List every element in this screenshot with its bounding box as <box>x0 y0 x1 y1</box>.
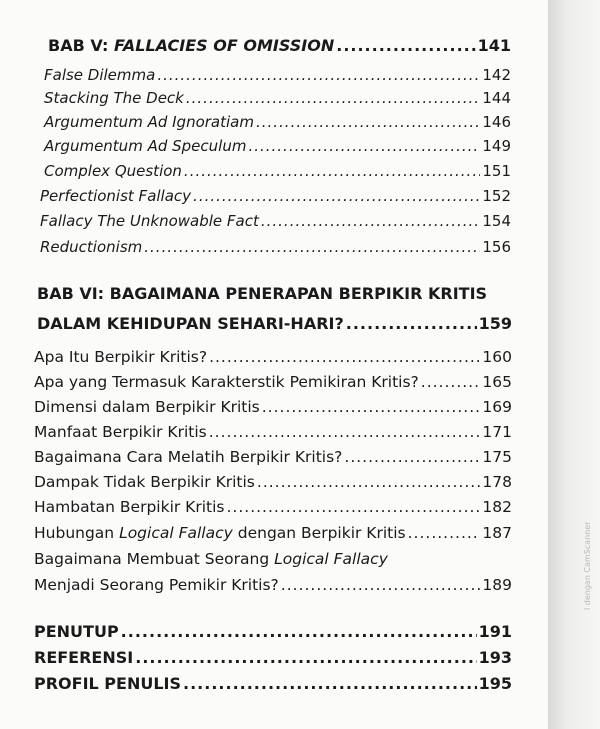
page-number: 187 <box>482 524 512 542</box>
dot-leader <box>193 187 480 205</box>
entry-label: Fallacy The Unknowable Fact <box>40 212 259 230</box>
toc-entry-chapter-5[interactable] <box>48 36 511 55</box>
scanner-watermark: l dengan CamScanner <box>583 521 592 610</box>
page-number: 152 <box>482 187 511 205</box>
entry-label: PROFIL PENULIS <box>34 674 182 693</box>
dot-leader <box>261 212 481 230</box>
dot-leader <box>183 674 477 693</box>
page-number: 149 <box>482 137 511 155</box>
toc-entry[interactable] <box>44 89 511 107</box>
page-number: 175 <box>482 448 512 466</box>
entry-label: False Dilemma <box>44 66 156 84</box>
entry-label: Complex Question <box>44 162 182 180</box>
chapter-6-title-line-1: BAB VI: BAGAIMANA PENERAPAN BERPIKIR KRITIS <box>37 284 488 303</box>
toc-entry[interactable] <box>34 423 512 441</box>
dot-leader <box>336 36 475 55</box>
dot-leader <box>135 648 476 667</box>
dot-leader <box>346 314 477 333</box>
toc-entry[interactable] <box>44 66 511 84</box>
page-number: 154 <box>482 212 511 230</box>
toc-entry-penutup[interactable] <box>34 622 512 641</box>
toc-entry[interactable] <box>34 348 512 366</box>
entry-label: REFERENSI <box>34 648 134 667</box>
entry-label: Hubungan Logical Fallacy dengan Berpikir Kritis <box>34 524 406 542</box>
entry-label: Dampak Tidak Berpikir Kritis <box>34 473 255 491</box>
entry-label: Apa yang Termasuk Karakterstik Pemikiran Kritis? <box>34 373 419 391</box>
dot-leader <box>262 398 481 416</box>
page-number: 189 <box>482 576 512 594</box>
dot-leader <box>256 113 480 131</box>
dot-leader <box>257 473 481 491</box>
dot-leader <box>186 89 480 107</box>
entry-label: Bagaimana Cara Melatih Berpikir Kritis? <box>34 448 343 466</box>
dot-leader <box>248 137 480 155</box>
page-number: 191 <box>478 622 512 641</box>
page-number: 146 <box>482 113 511 131</box>
page-number: 165 <box>482 373 512 391</box>
page-number: 193 <box>478 648 512 667</box>
page-number: 178 <box>482 473 512 491</box>
dot-leader <box>281 576 481 594</box>
dot-leader <box>209 423 481 441</box>
toc-entry[interactable] <box>40 238 511 256</box>
chapter-5-title: BAB V: FALLACIES OF OMISSION <box>48 36 335 55</box>
dot-leader <box>157 66 480 84</box>
page-edge <box>548 0 600 729</box>
page-number: 171 <box>482 423 512 441</box>
page-number: 169 <box>482 398 512 416</box>
toc-entry[interactable] <box>44 113 511 131</box>
entry-label: Manfaat Berpikir Kritis <box>34 423 207 441</box>
toc-entry-chapter-6[interactable] <box>37 314 512 333</box>
toc-entry[interactable] <box>34 498 512 516</box>
dot-leader <box>121 622 477 641</box>
dot-leader <box>209 348 480 366</box>
entry-label: Dimensi dalam Berpikir Kritis <box>34 398 260 416</box>
dot-leader <box>421 373 481 391</box>
page-number: 195 <box>478 674 512 693</box>
dot-leader <box>144 238 480 256</box>
toc-entry[interactable] <box>34 448 512 466</box>
entry-label-line-2: Menjadi Seorang Pemikir Kritis? <box>34 576 279 594</box>
entry-label: Apa Itu Berpikir Kritis? <box>34 348 208 366</box>
toc-entry[interactable] <box>34 524 512 542</box>
entry-label: Argumentum Ad Speculum <box>44 137 247 155</box>
toc-entry[interactable] <box>34 576 512 594</box>
entry-label: Perfectionist Fallacy <box>40 187 192 205</box>
chapter-6-title-line-2: DALAM KEHIDUPAN SEHARI-HARI? <box>37 314 344 333</box>
page-number: 159 <box>478 314 512 333</box>
page-number: 142 <box>482 66 511 84</box>
entry-label: Reductionism <box>40 238 143 256</box>
page-number: 160 <box>482 348 512 366</box>
toc-entry[interactable] <box>34 398 512 416</box>
toc-entry[interactable] <box>40 187 511 205</box>
toc-entry[interactable] <box>34 373 512 391</box>
entry-label: Stacking The Deck <box>44 89 184 107</box>
toc-entry-referensi[interactable] <box>34 648 512 667</box>
entry-label-line-1: Bagaimana Membuat Seorang Logical Fallacy <box>34 550 388 568</box>
page-number: 151 <box>482 162 511 180</box>
toc-entry-profil-penulis[interactable] <box>34 674 512 693</box>
page-number: 182 <box>482 498 512 516</box>
entry-label: PENUTUP <box>34 622 119 641</box>
page-number: 156 <box>482 238 511 256</box>
toc-entry[interactable] <box>40 212 511 230</box>
entry-label: Argumentum Ad Ignoratiam <box>44 113 254 131</box>
dot-leader <box>344 448 480 466</box>
page-number: 141 <box>477 36 511 55</box>
toc-entry[interactable] <box>44 162 511 180</box>
dot-leader <box>227 498 481 516</box>
page-number: 144 <box>482 89 511 107</box>
toc-entry[interactable] <box>34 473 512 491</box>
toc-entry[interactable] <box>44 137 511 155</box>
entry-label: Hambatan Berpikir Kritis <box>34 498 225 516</box>
dot-leader <box>184 162 480 180</box>
dot-leader <box>408 524 481 542</box>
